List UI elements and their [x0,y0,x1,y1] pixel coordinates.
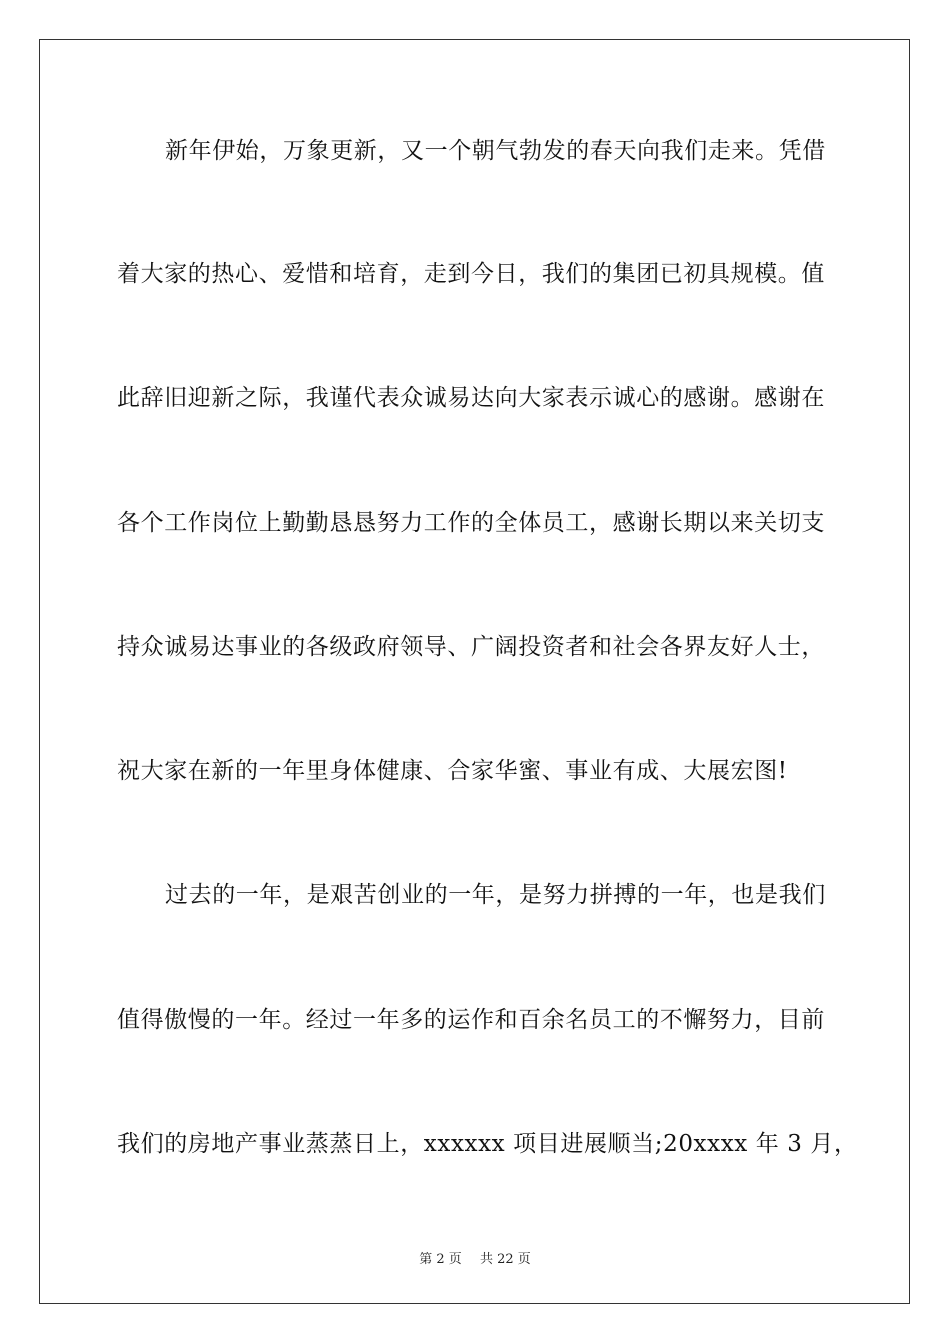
page-border [39,39,910,1304]
page-number: 第 2 页 [419,1252,462,1267]
page-total: 共 22 页 [479,1252,531,1267]
paragraph-1-line-5: 持众诚易达事业的各级政府领导、广阔投资者和社会各界友好人士， [117,634,825,660]
paragraph-1-line-6: 祝大家在新的一年里身体健康、合家华蜜、事业有成、大展宏图! [117,758,788,784]
paragraph-2-line-1: 过去的一年，是艰苦创业的一年，是努力拼搏的一年，也是我们 [165,882,826,908]
paragraph-1-line-1: 新年伊始，万象更新，又一个朝气勃发的春天向我们走来。凭借 [165,138,826,164]
page-footer [0,1248,950,1267]
paragraph-1-line-3: 此辞旧迎新之际，我谨代表众诚易达向大家表示诚心的感谢。感谢在 [117,385,825,411]
paragraph-2-line-3: 我们的房地产事业蒸蒸日上，xxxxxx 项目进展顺当;20xxxx 年 3 月， [117,1131,858,1157]
paragraph-1-line-4: 各个工作岗位上勤勤恳恳努力工作的全体员工，感谢长期以来关切支 [117,510,825,536]
paragraph-2-line-2: 值得傲慢的一年。经过一年多的运作和百余名员工的不懈努力，目前 [117,1007,825,1033]
paragraph-1-line-2: 着大家的热心、爱惜和培育，走到今日，我们的集团已初具规模。值 [117,261,825,287]
